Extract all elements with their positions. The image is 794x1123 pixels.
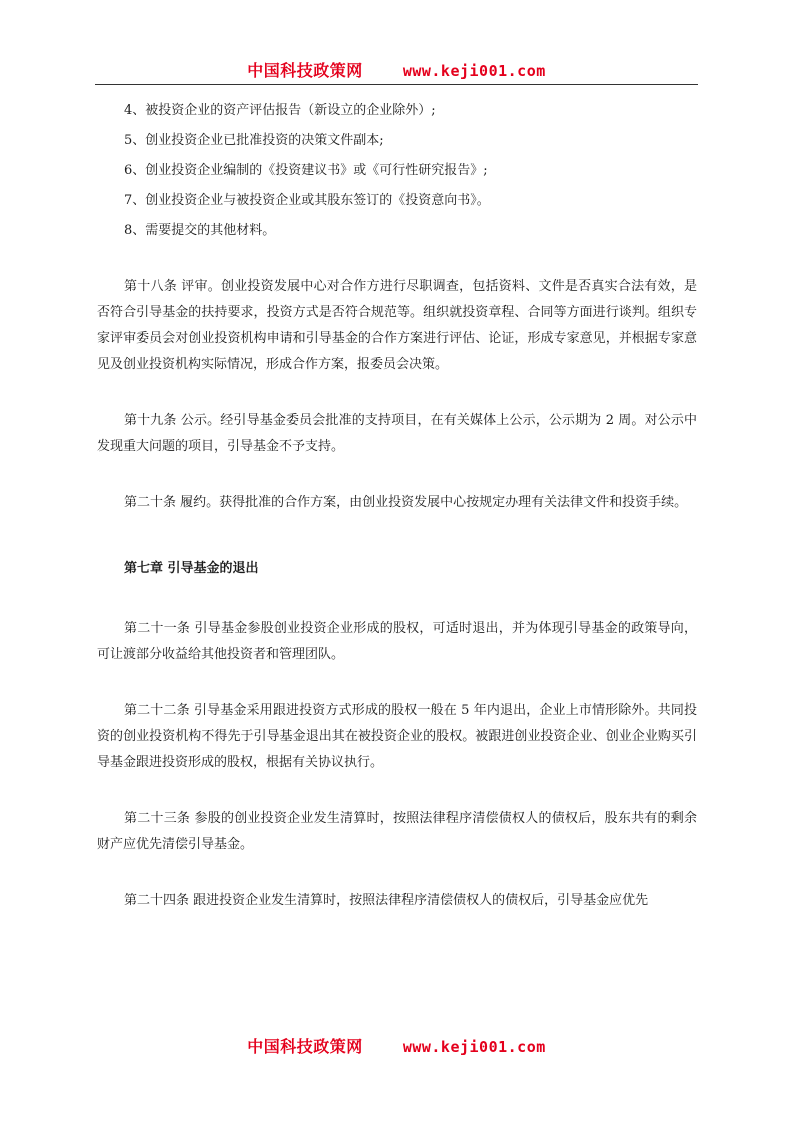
footer-site-url[interactable]: www.keji001.com [402, 1038, 546, 1056]
article-21: 第二十一条 引导基金参股创业投资企业形成的股权，可适时退出，并为体现引导基金的政策导向，可让渡部分收益给其他投资者和管理团队。 [97, 621, 697, 662]
article-22: 第二十二条 引导基金采用跟进投资方式形成的股权一般在 5 年内退出，企业上市情形除外。共同投资的创业投资机构不得先于引导基金退出其在被投资企业的股权。被跟进创业投资企业、创业企业购买引导基金跟进投资形成的股权，根据有关协议执行。 [97, 703, 697, 770]
article-19: 第十九条 公示。经引导基金委员会批准的支持项目，在有关媒体上公示，公示期为 2 周。对公示中发现重大问题的项目，引导基金不予支持。 [97, 413, 697, 454]
footer-site-name: 中国科技政策网 [247, 1037, 363, 1056]
header-site-name: 中国科技政策网 [247, 61, 363, 80]
document-body [97, 98, 697, 914]
article-18: 第十八条 评审。创业投资发展中心对合作方进行尽职调查，包括资料、文件是否真实合法有效，是否符合引导基金的扶持要求，投资方式是否符合规范等。组织就投资章程、合同等方面进行谈判。组织专家评审委员会对创业投资机构申请和引导基金的合作方案进行评估、论证，形成专家意见，并根据专家意见及创业投资机构实际情况，形成合作方案，报委员会决策。 [97, 279, 697, 372]
list-item: 4、被投资企业的资产评估报告（新设立的企业除外）; [124, 103, 436, 118]
list-item: 8、需要提交的其他材料。 [124, 223, 276, 238]
materials-list [97, 98, 697, 244]
article-24: 第二十四条 跟进投资企业发生清算时，按照法律程序清偿债权人的债权后，引导基金应优先 [124, 893, 649, 908]
chapter-heading: 第七章 引导基金的退出 [124, 561, 259, 576]
list-item: 6、创业投资企业编制的《投资建议书》或《可行性研究报告》; [124, 163, 488, 178]
list-item: 7、创业投资企业与被投资企业或其股东签订的《投资意向书》。 [124, 193, 490, 208]
article-23: 第二十三条 参股的创业投资企业发生清算时，按照法律程序清偿债权人的债权后，股东共有的剩余财产应优先清偿引导基金。 [97, 811, 697, 852]
list-item: 5、创业投资企业已批准投资的决策文件副本; [124, 133, 384, 148]
header-site-url[interactable]: www.keji001.com [402, 62, 546, 80]
page-footer [95, 1034, 698, 1057]
article-20: 第二十条 履约。获得批准的合作方案，由创业投资发展中心按规定办理有关法律文件和投资手续。 [124, 495, 688, 510]
page-header [95, 58, 698, 85]
footer-site [247, 1037, 546, 1056]
header-site [247, 61, 546, 80]
